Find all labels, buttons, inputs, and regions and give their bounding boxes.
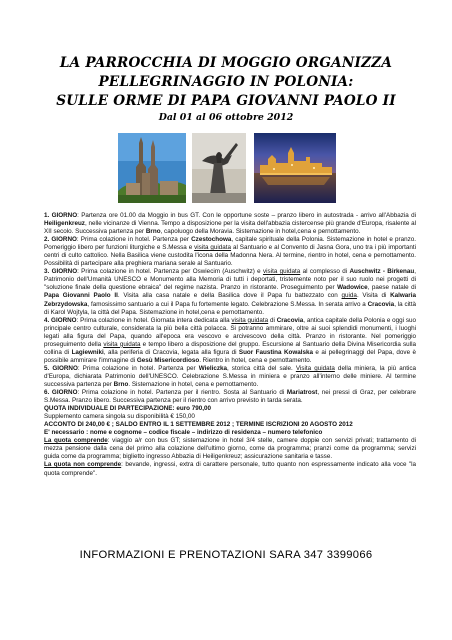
- day-paragraph: [44, 212, 416, 236]
- day-text-segment: : Prima colazione in hotel. Partenza per: [77, 364, 199, 372]
- day-text-segment: visita guidata: [231, 316, 269, 324]
- day-paragraph: [44, 317, 416, 365]
- day-text-segment: Suor Faustina Kowalska: [238, 348, 313, 356]
- day-label: 1. GIORNO: [44, 212, 78, 219]
- day-text-segment: , capitale spirituale della Polonia. Sistemazione in hotel e pranzo. Pomeriggio libero per funzioni liturgiche e S.Messa e: [44, 236, 416, 252]
- day-text-segment: , famosissimo santuario a cui il Papa fu fortemente legato. Celebrazione S.Messa. In serata arrivo a: [87, 300, 368, 308]
- day-text-segment: , la città di Karol Wojtyla, la città del Papa. Sistemazione in hotel,cena e pernottamento.: [44, 300, 416, 316]
- day-text-segment: al complesso di: [300, 268, 350, 276]
- day-text-segment: . Rientro in hotel, cena e pernottamento.: [199, 356, 312, 364]
- day-text-segment: . Visita alla casa natale e della Basilica dove il Papa fu battezzato con: [117, 292, 342, 300]
- day-text-segment: : Prima colazione in hotel. Partenza per il rientro. Sosta al Santuario di: [77, 389, 287, 397]
- day-text-segment: Visita guidata: [295, 364, 335, 372]
- day-text-segment: : Partenza ore 01.00 da Moggio in bus GT. Con le opportune soste – pranzo libero in autostrada - arrivo all'Abbazia di: [77, 212, 416, 219]
- day-text-segment: : Prima colazione in hotel. Partenza per: [76, 236, 192, 244]
- day-paragraph: [44, 268, 416, 316]
- required-data-line: E' necessario : nome e cognome – codice fiscale – indirizzo di residenza – numero telefonico: [44, 429, 323, 437]
- title-line-1: LA PARROCCHIA DI MOGGIO ORGANIZZA: [59, 55, 393, 71]
- day-text-segment: : Prima colazione in hotel. Partenza per Oswiecim (Auschwitz) e: [77, 268, 263, 276]
- day-text-segment: Czestochowa: [191, 236, 232, 244]
- day-text-segment: Lagiewniki: [71, 348, 104, 356]
- day-text-segment: Auschwitz - Birkenau: [349, 268, 415, 276]
- day-text-segment: visita guidata: [194, 244, 232, 252]
- day-paragraph: [44, 389, 416, 405]
- day-text-segment: . Visita di: [356, 292, 391, 300]
- monument-photo: [192, 133, 246, 203]
- day-text-segment: al Santuario e al Convento di Jasna Gora, uno tra i più importanti centri di culto cattolico. Nella Basilica viene custodita l'icona della Madonna Nera. Al termine, rientro in hotel, cena e pernottamento. Possibilità di partecipare alla preghiera mariana serale al Santuario.: [44, 244, 416, 268]
- day-text-segment: , nei pressi di Graz, per celebrare S.Messa. Pranzo libero. Successiva partenza per il rientro con arrivo previsto in tarda serata.: [44, 389, 416, 405]
- day-text-segment: Papa Giovanni Paolo II: [44, 292, 118, 300]
- day-text-segment: , nelle vicinanze di Vienna. Tempo a disposizione per la visita dell'abbazia cistercense più grande d'Europa, risalente al XII secolo. Successiva partenza per: [44, 220, 416, 236]
- day-text-segment: , storica città del sale.: [227, 364, 296, 372]
- day-text-segment: , alla periferia di Cracovia, legata alla figura di: [103, 348, 239, 356]
- day-text-segment: Gesù Misericordioso: [136, 356, 200, 364]
- day-text-segment: Wieliczka: [198, 364, 227, 372]
- day-text-segment: Brno: [113, 380, 129, 388]
- day-text-segment: Kalwaria Zebrzydowska: [44, 292, 416, 308]
- contact-info: INFORMAZIONI E PRENOTAZIONI SARA 347 3399066: [79, 549, 373, 561]
- day-label: 5. GIORNO: [44, 364, 78, 372]
- title-line-2: PELLEGRINAGGIO IN POLONIA:: [98, 74, 354, 90]
- header: [0, 54, 452, 124]
- day-label: 6. GIORNO: [44, 389, 78, 397]
- day-text-segment: : Prima colazione in hotel. Giornata intera dedicata alla: [76, 316, 232, 324]
- day-text-segment: Mariatrost: [286, 389, 318, 397]
- day-text-segment: visita guidata: [262, 268, 301, 276]
- day-text-segment: della miniera, la più antica d'Europa, dichiarata Patrimonio dell'UNESCO. Celebrazione S.Messa in miniera e pranzo all'interno delle miniere. Al termine successiva partenza per: [44, 364, 416, 388]
- quota-line: QUOTA INDIVIDUALE DI PARTECIPAZIONE: euro 790,00: [44, 405, 212, 413]
- day-text-segment: e tempo libero a disposizione del gruppo. Escursione al Santuario della Divina Misericordia sulla collina di: [44, 340, 416, 356]
- day-text-segment: , paese natale di: [367, 284, 416, 292]
- day-text-segment: Cracovia: [276, 316, 304, 324]
- day-label: 3. GIORNO: [44, 268, 78, 276]
- supplement-line: Supplemento camera singola su disponibilità € 150,00: [44, 413, 195, 421]
- day-text-segment: . Sistemazione in hotel, cena e pernottamento.: [128, 380, 259, 388]
- day-text-segment: Brno: [145, 228, 161, 236]
- day-label: 2. GIORNO: [44, 236, 77, 244]
- day-paragraph: [44, 365, 416, 389]
- deposit-line: ACCONTO DI 240,00 € ; SALDO ENTRO IL 1 SETTEMBRE 2012 ; TERMINE ISCRIZIONI 20 AGOSTO 2012: [44, 421, 353, 429]
- day-text-segment: di: [268, 316, 277, 324]
- day-text-segment: , capoluogo della Moravia. Sistemazione in hotel,cena e pernottamento.: [160, 228, 361, 236]
- excludes-paragraph: La quota non comprende: bevande, ingressi, extra di carattere personale, tutto quanto non espressamente indicato alla voce "la quota comprende".: [44, 461, 416, 477]
- day-text-segment: , Patrimonio dell'Umanità UNESCO e Monumento alla Memoria di tutti i deportati, tristemente noto per il suo ruolo nei progetti di "soluzione finale della questione ebraica" del regime nazista. Pranzo in ristorante. Proseguimento per: [44, 268, 417, 292]
- day-text-segment: Wadowice: [337, 284, 368, 292]
- program-text: [44, 212, 416, 478]
- dates-subtitle: Dal 01 al 06 ottobre 2012: [158, 112, 294, 123]
- cathedral-photo: [118, 133, 186, 203]
- includes-paragraph: La quota comprende: viaggio a/r con bus GT; sistemazione in hotel 3/4 stelle, camere doppie con servizi privati; trattamento di mezza pensione dalla cena del primo alla colazione dell'ultimo giorno, come da programma; pranzi come da programma; servizi guida come da programma; biglietto ingresso Abbazia di Heiligenkreuz; assicurazione sanitaria e tasse.: [44, 437, 416, 461]
- day-text-segment: Cracovia: [367, 300, 395, 308]
- itinerary: [44, 212, 416, 405]
- day-text-segment: visita guidata: [103, 340, 141, 348]
- day-text-segment: guida: [341, 292, 357, 300]
- day-label: 4. GIORNO: [44, 316, 77, 324]
- day-paragraph: [44, 236, 416, 268]
- day-text-segment: e ai pellegrinaggi del Papa, dove è possibile ammirare l'immagine di: [44, 348, 416, 364]
- day-text-segment: , antica capitale della Polonia e oggi suo principale centro culturale, considerata la più bella città polacca. Si potranno ammirare, oltre ai suoi splendidi monumenti, i luoghi legati alla figura del Papa, quando all'epoca era vescovo e arcivescovo della città. Pranzo in ristorante. Nel pomeriggio proseguimento della: [44, 316, 416, 348]
- day-text-segment: Heiligenkreuz: [44, 220, 85, 228]
- title-line-3: SULLE ORME DI PAPA GIOVANNI PAOLO II: [56, 93, 396, 109]
- photo-strip: [0, 133, 452, 203]
- night-castle-photo: [254, 133, 336, 203]
